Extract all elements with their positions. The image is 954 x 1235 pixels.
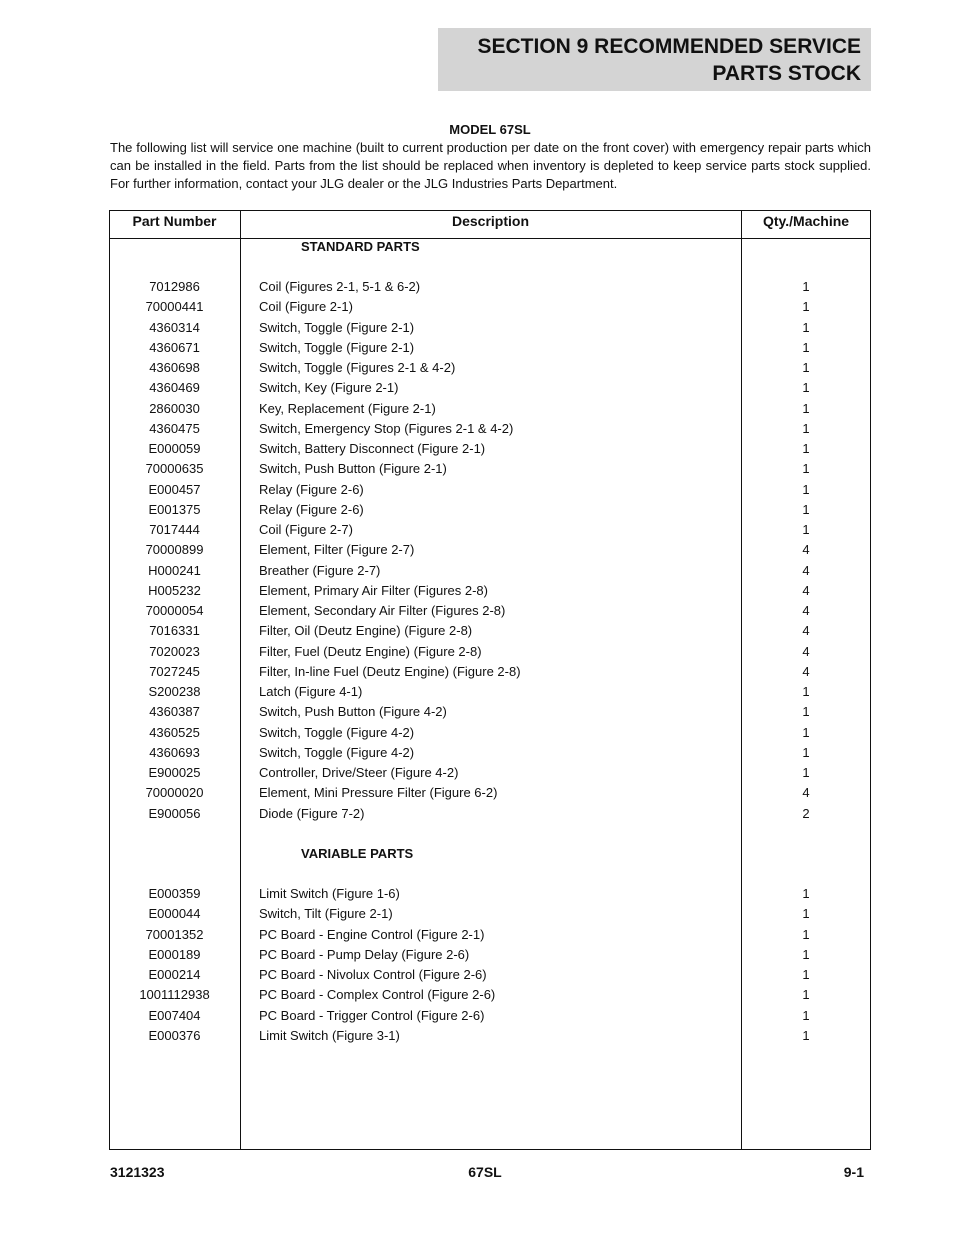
table-row — [109, 401, 871, 421]
description-cell: Switch, Toggle (Figure 2-1) — [259, 340, 415, 355]
table-row — [109, 299, 871, 319]
part-number-cell: E000044 — [148, 906, 201, 921]
description-cell: PC Board - Complex Control (Figure 2-6) — [259, 987, 496, 1002]
table-row — [109, 441, 871, 461]
qty-cell: 1 — [802, 1008, 810, 1023]
section-label: STANDARD PARTS — [301, 239, 420, 254]
qty-cell: 1 — [802, 340, 810, 355]
description-cell: Coil (Figures 2-1, 5-1 & 6-2) — [259, 279, 421, 294]
part-number-cell: 7016331 — [149, 623, 200, 638]
description-cell: Controller, Drive/Steer (Figure 4-2) — [259, 765, 459, 780]
qty-cell: 1 — [802, 765, 810, 780]
part-number-cell: 4360671 — [149, 340, 200, 355]
part-number-cell: 4360693 — [149, 745, 200, 760]
table-row — [109, 664, 871, 684]
description-cell: PC Board - Trigger Control (Figure 2-6) — [259, 1008, 485, 1023]
description-cell: PC Board - Engine Control (Figure 2-1) — [259, 927, 485, 942]
table-row — [109, 542, 871, 562]
qty-cell: 1 — [802, 502, 810, 517]
column-header-qty: Qty./Machine — [762, 213, 850, 229]
qty-cell: 1 — [802, 380, 810, 395]
table-row — [109, 421, 871, 441]
table-row — [109, 340, 871, 360]
part-number-cell: H000241 — [148, 563, 201, 578]
part-number-cell: 7017444 — [149, 522, 200, 537]
description-cell: Switch, Battery Disconnect (Figure 2-1) — [259, 441, 486, 456]
table-row — [109, 644, 871, 664]
table-row — [109, 1028, 871, 1048]
part-number-cell: 70000441 — [145, 299, 204, 314]
footer-doc-number: 3121323 — [110, 1164, 165, 1180]
description-cell: Switch, Emergency Stop (Figures 2-1 & 4-2) — [259, 421, 514, 436]
qty-cell: 1 — [802, 1028, 810, 1043]
table-row — [109, 927, 871, 947]
description-cell: Limit Switch (Figure 1-6) — [259, 886, 400, 901]
table-row — [109, 279, 871, 299]
table-row — [109, 380, 871, 400]
description-cell: Element, Primary Air Filter (Figures 2-8) — [259, 583, 488, 598]
section-title-line2: PARTS STOCK — [712, 61, 861, 85]
qty-cell: 4 — [802, 583, 810, 598]
qty-cell: 1 — [802, 279, 810, 294]
description-cell: Latch (Figure 4-1) — [259, 684, 363, 699]
description-cell: Switch, Push Button (Figure 4-2) — [259, 704, 447, 719]
section-header — [438, 28, 871, 91]
part-number-cell: E000457 — [148, 482, 201, 497]
footer-page-number: 9-1 — [843, 1164, 864, 1180]
description-cell: Switch, Toggle (Figures 2-1 & 4-2) — [259, 360, 456, 375]
part-number-cell: 70000020 — [145, 785, 204, 800]
column-header-description: Description — [451, 213, 529, 229]
part-number-cell: 70001352 — [145, 927, 204, 942]
table-row — [109, 623, 871, 643]
qty-cell: 1 — [802, 482, 810, 497]
table-row — [109, 502, 871, 522]
table-row — [109, 725, 871, 745]
description-cell: Diode (Figure 7-2) — [259, 806, 365, 821]
qty-cell: 1 — [802, 320, 810, 335]
description-cell: Switch, Toggle (Figure 2-1) — [259, 320, 415, 335]
table-row — [109, 785, 871, 805]
qty-cell: 4 — [802, 542, 810, 557]
description-cell: Key, Replacement (Figure 2-1) — [259, 401, 436, 416]
table-row — [109, 765, 871, 785]
table-row — [109, 987, 871, 1007]
header-divider — [109, 238, 871, 239]
part-number-cell: E900025 — [148, 765, 201, 780]
qty-cell: 1 — [802, 967, 810, 982]
intro-paragraph: The following list will service one machine (built to current production per date on the front cover) with emergency repair parts which can be installed in the field. Parts from the list should be replaced when inventory is depleted to keep service parts stock supplied. For further information, contact your JLG dealer or the JLG Industries Parts Department. — [110, 140, 871, 191]
part-number-cell: E000359 — [148, 886, 201, 901]
section-title-line1: SECTION 9 RECOMMENDED SERVICE — [477, 34, 861, 58]
description-cell: Filter, Oil (Deutz Engine) (Figure 2-8) — [259, 623, 473, 638]
qty-cell: 4 — [802, 603, 810, 618]
part-number-cell: S200238 — [148, 684, 201, 699]
model-title: MODEL 67SL — [449, 122, 531, 137]
part-number-cell: 70000899 — [145, 542, 204, 557]
part-number-cell: H005232 — [148, 583, 201, 598]
part-number-cell: 4360314 — [149, 320, 200, 335]
qty-cell: 4 — [802, 623, 810, 638]
part-number-cell: E900056 — [148, 806, 201, 821]
description-cell: Limit Switch (Figure 3-1) — [259, 1028, 400, 1043]
table-row — [109, 806, 871, 826]
table-row — [109, 886, 871, 906]
part-number-cell: 7020023 — [149, 644, 200, 659]
table-row — [109, 684, 871, 704]
qty-cell: 1 — [802, 421, 810, 436]
table-row — [109, 461, 871, 481]
table-row — [109, 320, 871, 340]
table-row — [109, 1008, 871, 1028]
part-number-cell: 4360469 — [149, 380, 200, 395]
qty-cell: 1 — [802, 360, 810, 375]
description-cell: Element, Filter (Figure 2-7) — [259, 542, 415, 557]
qty-cell: 1 — [802, 684, 810, 699]
description-cell: Switch, Tilt (Figure 2-1) — [259, 906, 393, 921]
part-number-cell: E000376 — [148, 1028, 201, 1043]
qty-cell: 4 — [802, 785, 810, 800]
qty-cell: 1 — [802, 886, 810, 901]
description-cell: Relay (Figure 2-6) — [259, 502, 364, 517]
table-row — [109, 360, 871, 380]
qty-cell: 1 — [802, 987, 810, 1002]
table-row — [109, 967, 871, 987]
part-number-cell: 2860030 — [149, 401, 200, 416]
qty-cell: 4 — [802, 563, 810, 578]
part-number-cell: 4360475 — [149, 421, 200, 436]
qty-cell: 2 — [802, 806, 810, 821]
description-cell: PC Board - Nivolux Control (Figure 2-6) — [259, 967, 487, 982]
description-cell: Filter, Fuel (Deutz Engine) (Figure 2-8) — [259, 644, 482, 659]
qty-cell: 1 — [802, 441, 810, 456]
table-row — [109, 603, 871, 623]
part-number-cell: E000059 — [148, 441, 201, 456]
qty-cell: 1 — [802, 522, 810, 537]
part-number-cell: 7027245 — [149, 664, 200, 679]
table-row — [109, 583, 871, 603]
table-row — [109, 745, 871, 765]
part-number-cell: 4360387 — [149, 704, 200, 719]
qty-cell: 4 — [802, 644, 810, 659]
qty-cell: 1 — [802, 906, 810, 921]
qty-cell: 1 — [802, 927, 810, 942]
table-row — [109, 522, 871, 542]
description-cell: Switch, Toggle (Figure 4-2) — [259, 725, 415, 740]
part-number-cell: 1001112938 — [139, 987, 210, 1002]
part-number-cell: E000214 — [148, 967, 201, 982]
column-header-part-number: Part Number — [132, 213, 217, 229]
qty-cell: 1 — [802, 745, 810, 760]
description-cell: Coil (Figure 2-1) — [259, 299, 353, 314]
qty-cell: 1 — [802, 725, 810, 740]
description-cell: Element, Mini Pressure Filter (Figure 6-2) — [259, 785, 498, 800]
part-number-cell: 4360698 — [149, 360, 200, 375]
description-cell: Switch, Toggle (Figure 4-2) — [259, 745, 415, 760]
qty-cell: 1 — [802, 401, 810, 416]
description-cell: Filter, In-line Fuel (Deutz Engine) (Figure 2-8) — [259, 664, 521, 679]
description-cell: PC Board - Pump Delay (Figure 2-6) — [259, 947, 470, 962]
qty-cell: 4 — [802, 664, 810, 679]
table-row — [109, 482, 871, 502]
part-number-cell: E000189 — [148, 947, 201, 962]
part-number-cell: 7012986 — [149, 279, 200, 294]
section-label: VARIABLE PARTS — [301, 846, 414, 861]
qty-cell: 1 — [802, 299, 810, 314]
part-number-cell: E001375 — [148, 502, 201, 517]
description-cell: Coil (Figure 2-7) — [259, 522, 353, 537]
table-row — [109, 704, 871, 724]
description-cell: Relay (Figure 2-6) — [259, 482, 364, 497]
description-cell: Breather (Figure 2-7) — [259, 563, 381, 578]
part-number-cell: 70000054 — [145, 603, 204, 618]
description-cell: Switch, Push Button (Figure 2-1) — [259, 461, 447, 476]
footer-model: 67SL — [468, 1164, 502, 1180]
qty-cell: 1 — [802, 704, 810, 719]
part-number-cell: 4360525 — [149, 725, 200, 740]
table-row — [109, 947, 871, 967]
qty-cell: 1 — [802, 461, 810, 476]
description-cell: Element, Secondary Air Filter (Figures 2-8) — [259, 603, 506, 618]
table-row — [109, 563, 871, 583]
table-row — [109, 906, 871, 926]
part-number-cell: E007404 — [148, 1008, 201, 1023]
part-number-cell: 70000635 — [145, 461, 204, 476]
description-cell: Switch, Key (Figure 2-1) — [259, 380, 399, 395]
qty-cell: 1 — [802, 947, 810, 962]
